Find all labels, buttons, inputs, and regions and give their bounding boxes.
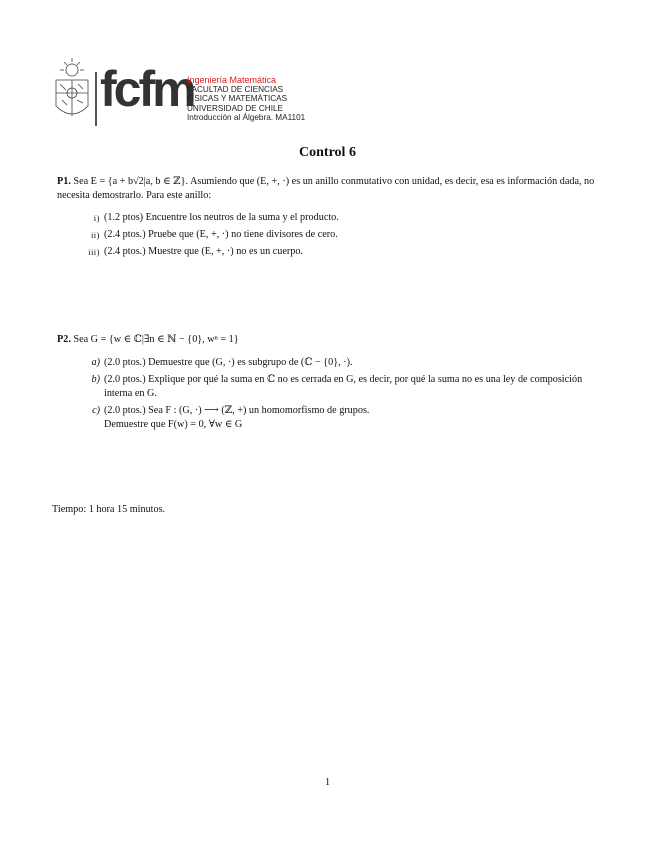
faculty-line2: FÍSICAS Y MATEMÁTICAS [187, 94, 288, 104]
department-name: Ingeniería Matemática [187, 75, 277, 85]
item-marker: a) [91, 357, 100, 368]
fcfm-logo [100, 61, 194, 117]
item-text: (2.4 ptos.) Muestre que (E, +, ·) no es un cuerpo. [104, 246, 303, 257]
item-text: (2.4 ptos.) Pruebe que (E, +, ·) no tiene divisores de cero. [104, 229, 338, 240]
p2-statement [57, 333, 602, 347]
item-marker: iii) [88, 247, 100, 257]
list-item [80, 373, 600, 401]
item-text: (2.0 ptos.) Demuestre que (G, ·) es subgrupo de (ℂ − {0}, ·). [104, 357, 353, 368]
item-marker: ii) [90, 230, 100, 240]
item-marker: c) [92, 405, 100, 416]
p1-statement [57, 175, 602, 203]
item-text: (2.0 ptos.) Explique por qué la suma en ℂ no es cerrada en G, es decir, por qué la suma no es una ley de composición interna en G. [104, 374, 583, 399]
p2-statement-text: Sea G = {w ∈ ℂ|∃n ∈ ℕ − {0}, wⁿ = 1} [73, 334, 239, 345]
fcfm-logo-text: fcfm [100, 61, 194, 117]
item-marker: i) [93, 213, 100, 223]
page-number: 1 [324, 777, 331, 788]
list-item [80, 211, 600, 225]
header [52, 52, 372, 132]
faculty-line1: FACULTAD DE CIENCIAS [187, 85, 284, 95]
logo-divider [95, 72, 97, 126]
university-name: UNIVERSIDAD DE CHILE [187, 103, 283, 113]
list-item [80, 356, 600, 370]
p1-items [80, 211, 600, 262]
item-text-continued: Demuestre que F(w) = 0, ∀w ∈ G [104, 419, 243, 430]
p2-items [80, 356, 600, 435]
list-item [80, 245, 600, 259]
course-name: Introducción al Álgebra. MA1101 [187, 112, 306, 122]
list-item [80, 404, 600, 432]
p2-label: P2. [57, 334, 71, 345]
list-item [80, 228, 600, 242]
page-title: Control 6 [299, 145, 356, 160]
item-text: (2.0 ptos.) Sea F : (G, ·) ⟶ (ℤ, +) un homomorfismo de grupos. [104, 405, 370, 416]
item-text: (1.2 ptos) Encuentre los neutros de la suma y el producto. [104, 212, 339, 223]
p1-label: P1. [57, 176, 71, 187]
p1-statement-text: Sea E = {a + b√2|a, b ∈ ℤ}. Asumiendo que (E, +, ·) es un anillo conmutativo con unidad, es decir, esa es información dada, no necesita demostrarlo. Para este anillo: [57, 176, 595, 201]
item-marker: b) [91, 374, 100, 385]
university-seal-logo [52, 56, 92, 128]
time-note: Tiempo: 1 hora 15 minutos. [52, 504, 166, 515]
header-text [187, 76, 305, 122]
